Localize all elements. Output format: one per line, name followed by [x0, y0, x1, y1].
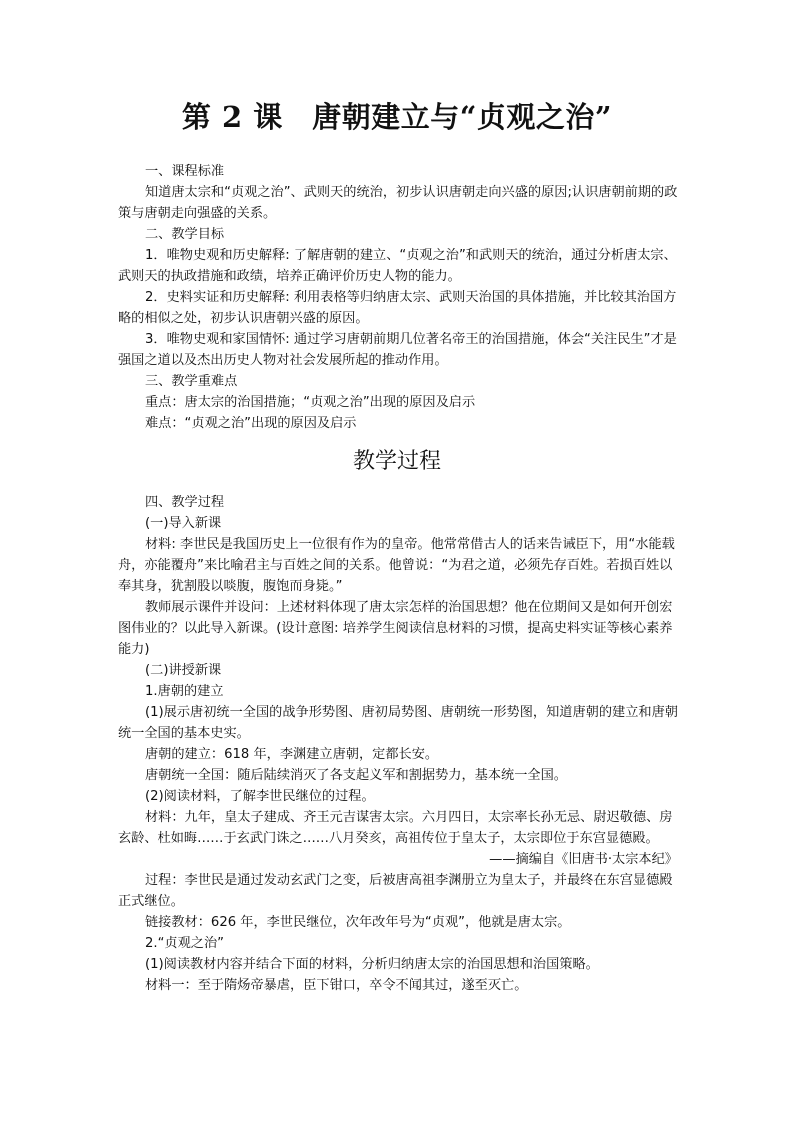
paragraph-material-intro: 材料: 李世民是我国历史上一位很有作为的皇帝。他常常借古人的话来告诫臣下，用“水能载舟，亦能覆舟”来比喻君主与百姓之间的关系。他曾说：“为君之道，必须先存百姓。若损百姓以奉其身，犹割股以啖腹，腹饱而身毙。” [118, 537, 675, 594]
paragraph-course-standard: 知道唐太宗和“贞观之治”、武则天的统治，初步认识唐朝走向兴盛的原因;认识唐朝前期的政策与唐朝走向强盛的关系。 [118, 185, 678, 221]
paragraph-material-one: 材料一：至于隋炀帝暴虐，臣下钳口，卒令不闻其过，遂至灭亡。 [145, 978, 528, 993]
paragraph-goal-3: 3．唯物史观和家国情怀: 通过学习唐朝前期几位著名帝王的治国措施，体会“关注民生”才是强国之道以及杰出历史人物对社会发展所起的推动作用。 [118, 332, 677, 368]
paragraph-read-material: (2)阅读材料，了解李世民继位的过程。 [145, 789, 375, 804]
intro-section [118, 161, 678, 434]
heading-zhenguan: 2.“贞观之治” [145, 936, 224, 951]
heading-teaching-process: 四、教学过程 [145, 495, 225, 510]
paragraph-teacher-question: 教师展示课件并设问：上述材料体现了唐太宗怎样的治国思想？他在位期间又是如何开创宏图伟业的？以此导入新课。(设计意图: 培养学生阅读信息材料的习惯，提高史料实证等核心素养能力) [118, 600, 673, 657]
heading-new-lesson: (二)讲授新课 [145, 663, 222, 678]
heading-introduction: (一)导入新课 [145, 516, 222, 531]
paragraph-maps: (1)展示唐初统一全国的战争形势图、唐初局势图、唐朝统一形势图，知道唐朝的建立和唐朝统一全国的基本史实。 [118, 705, 678, 741]
heading-tang-founding: 1.唐朝的建立 [145, 684, 224, 699]
paragraph-link-textbook: 链接教材：626 年，李世民继位，次年改年号为“贞观”，他就是唐太宗。 [145, 915, 571, 930]
paragraph-analyze: (1)阅读教材内容并结合下面的材料，分析归纳唐太宗的治国思想和治国策略。 [145, 957, 599, 972]
paragraph-material-xuanwu: 材料：九年，皇太子建成、齐王元吉谋害太宗。六月四日，太宗率长孙无忌、尉迟敬德、房玄龄、杜如晦……于玄武门诛之……八月癸亥，高祖传位于皇太子，太宗即位于东宫显德殿。 [118, 810, 673, 846]
citation-source: ——摘编自《旧唐书·太宗本纪》 [489, 852, 678, 867]
paragraph-goal-1: 1．唯物史观和历史解释: 了解唐朝的建立、“贞观之治”和武则天的统治，通过分析唐太宗、武则天的执政措施和政绩，培养正确评价历史人物的能力。 [118, 248, 677, 284]
process-section [118, 492, 678, 996]
heading-course-standard: 一、课程标准 [145, 164, 225, 179]
paragraph-goal-2: 2．史料实证和历史解释: 利用表格等归纳唐太宗、武则天治国的具体措施，并比较其治国方略的相似之处，初步认识唐朝兴盛的原因。 [118, 290, 677, 326]
paragraph-unification: 唐朝统一全国：随后陆续消灭了各支起义军和割据势力，基本统一全国。 [145, 768, 567, 783]
paragraph-key-point: 重点：唐太宗的治国措施；“贞观之治”出现的原因及启示 [145, 395, 476, 410]
paragraph-process: 过程：李世民是通过发动玄武门之变，后被唐高祖李渊册立为皇太子，并最终在东宫显德殿正式继位。 [118, 873, 673, 909]
paragraph-founding: 唐朝的建立：618 年，李渊建立唐朝，定都长安。 [145, 747, 439, 762]
section-header: 教学过程 [352, 449, 441, 474]
page-title: 第 2 课 唐朝建立与“贞观之治” [181, 100, 613, 134]
heading-key-points: 三、教学重难点 [145, 374, 238, 389]
heading-teaching-goals: 二、教学目标 [145, 227, 225, 242]
paragraph-difficult-point: 难点：“贞观之治”出现的原因及启示 [145, 416, 357, 431]
